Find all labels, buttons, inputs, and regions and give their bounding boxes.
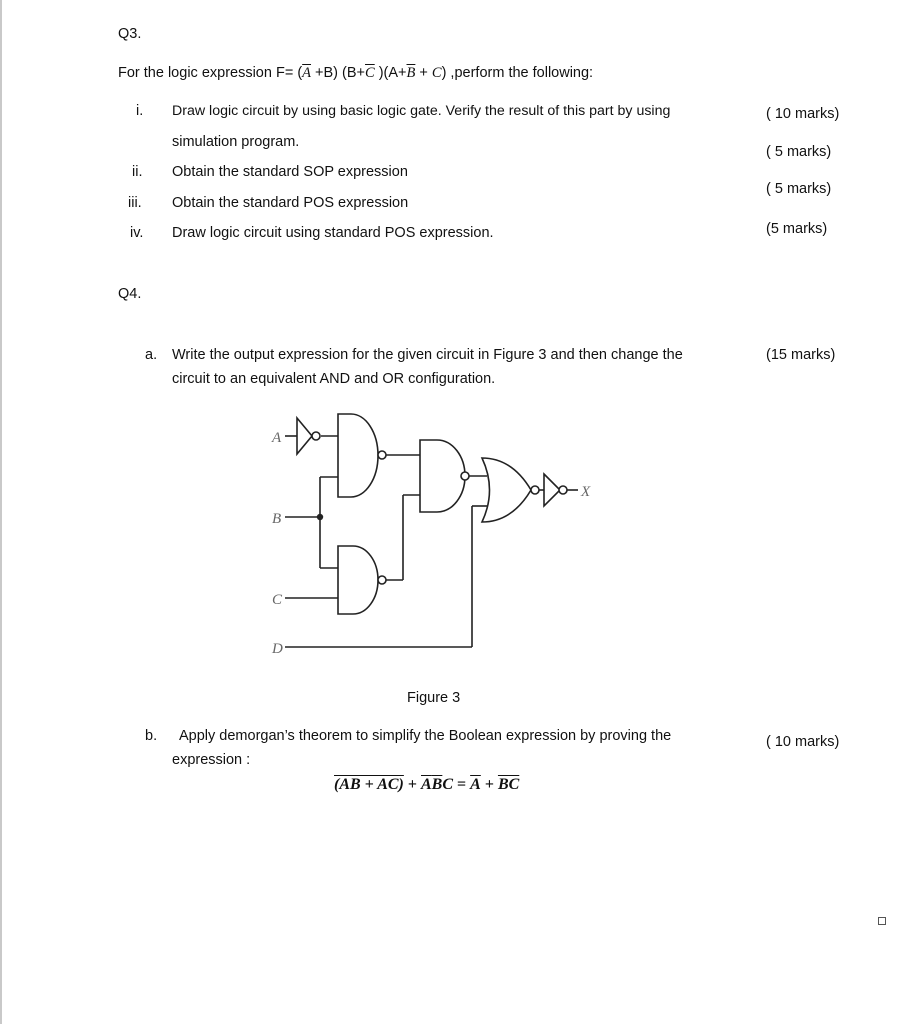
input-label-b: B xyxy=(272,511,282,527)
expr-seg3: + xyxy=(415,65,432,81)
not-gate-a xyxy=(297,418,312,454)
junction-dot xyxy=(317,514,323,520)
q3-heading: Q3. xyxy=(118,26,142,42)
nor-gate-bubble xyxy=(531,486,539,494)
marks-i: ( 10 marks) xyxy=(766,106,840,122)
part-b-label: b. xyxy=(145,728,158,744)
marks-iii: ( 5 marks) xyxy=(766,181,832,197)
nand-gate-2 xyxy=(338,546,378,614)
eq-plus2: + xyxy=(480,776,498,793)
nand-gate-1-bubble xyxy=(378,451,386,459)
marks-iv: (5 marks) xyxy=(766,221,828,237)
expr-c-bar: $\overline{C}$ xyxy=(365,65,375,81)
part-b-line1: Apply demorgan’s theorem to simplify the Boolean expression by proving the xyxy=(179,728,672,744)
not-gate-out xyxy=(544,474,560,506)
q4-heading: Q4. xyxy=(118,286,142,302)
item-num-iv: iv. xyxy=(130,225,144,241)
figure-caption: Figure 3 xyxy=(407,690,461,706)
nand-gate-3 xyxy=(420,440,465,512)
eq-rhs-a: $\overline{A}$ xyxy=(470,776,481,793)
marks-part-a: (15 marks) xyxy=(766,347,836,363)
eq-plus1: + xyxy=(403,776,421,793)
nand-gate-1 xyxy=(338,414,378,497)
expr-c: C xyxy=(431,65,442,81)
output-label-x: X xyxy=(581,484,591,500)
eq-a-bar: $\overline{A}$ xyxy=(421,776,432,793)
eq-c: C xyxy=(442,776,454,793)
expr-seg4: ) ,perform the following: xyxy=(441,65,594,81)
part-a-label: a. xyxy=(145,347,158,363)
part-b-line2: expression : xyxy=(172,752,251,768)
item-num-iii: iii. xyxy=(128,195,142,211)
eq-rhs-bc: $\overline{BC}$ xyxy=(497,776,520,793)
eq-lhs-group: (AB + AC) xyxy=(334,776,404,793)
item-text-i-line2: simulation program. xyxy=(172,134,300,150)
not-gate-a-bubble xyxy=(312,432,320,440)
marks-ii: ( 5 marks) xyxy=(766,144,832,160)
eq-equals: = xyxy=(453,776,471,793)
input-label-a: A xyxy=(272,430,282,446)
item-num-i: i. xyxy=(136,103,144,119)
not-gate-out-bubble xyxy=(559,486,567,494)
marks-part-b: ( 10 marks) xyxy=(766,734,840,750)
circuit-wires xyxy=(285,436,578,647)
expr-a-bar: $\overline{A}$ xyxy=(302,65,312,81)
expr-b-bar: $\overline{B}$ xyxy=(406,65,416,81)
nor-gate xyxy=(482,458,531,522)
part-a-line1: Write the output expression for the given circuit in Figure 3 and then change the xyxy=(172,347,683,363)
input-label-d: D xyxy=(272,641,283,657)
input-label-c: C xyxy=(272,592,283,608)
item-num-ii: ii. xyxy=(132,164,143,180)
eq-b-bar: $\overline{B}$ xyxy=(431,776,443,793)
item-text-iii: Obtain the standard POS expression xyxy=(172,195,409,211)
item-text-ii: Obtain the standard SOP expression xyxy=(172,164,408,180)
nand-gate-3-bubble xyxy=(461,472,469,480)
part-a-line2: circuit to an equivalent AND and OR configuration. xyxy=(172,371,496,387)
demorgan-equation xyxy=(334,776,519,794)
item-text-i-line1: Draw logic circuit by using basic logic gate. Verify the result of this part by using xyxy=(172,103,671,119)
corner-handle[interactable] xyxy=(878,917,886,925)
item-text-iv: Draw logic circuit using standard POS expression. xyxy=(172,225,494,241)
intro-prefix: For the logic expression F= ( xyxy=(118,65,303,81)
nand-gate-2-bubble xyxy=(378,576,386,584)
expr-seg2: )(A+ xyxy=(374,65,407,81)
expr-seg1: +B) (B+ xyxy=(311,65,366,81)
